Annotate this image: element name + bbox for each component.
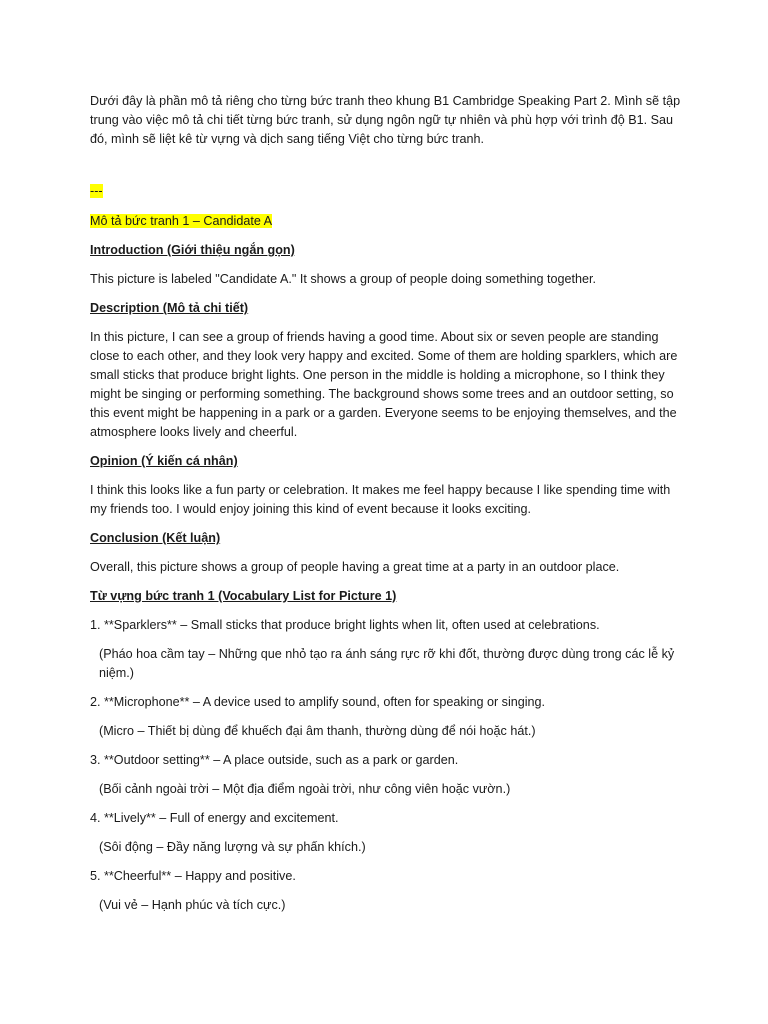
vocabulary-translation: (Bối cảnh ngoài trời – Một địa điểm ngoài trời, như công viên hoặc vườn.) (99, 782, 511, 796)
vocabulary-item: 1. **Sparklers** – Small sticks that produce bright lights when lit, often used at celebrations. (90, 618, 600, 632)
vocabulary-item: 5. **Cheerful** – Happy and positive. (90, 869, 296, 883)
vocabulary-translation: (Vui vẻ – Hạnh phúc và tích cực.) (99, 898, 286, 912)
conclusion-text: Overall, this picture shows a group of people having a great time at a party in an outdoor place. (90, 560, 620, 574)
vocabulary-translation: (Micro – Thiết bị dùng để khuếch đại âm thanh, thường dùng để nói hoặc hát.) (99, 724, 536, 738)
description-text: In this picture, I can see a group of friends having a good time. About six or seven people are standing close to each other, and they look very happy and excited. Some of them are holding sparklers, which are small sticks that produce bright lights. One person in the middle is holding a microphone, so I think they might be singing or performing something. The background shows some trees and an outdoor setting, so this event might be happening in a park or a garden. Everyone seems to be enjoying themselves, and the atmosphere looks lively and cheerful. (90, 330, 678, 439)
opinion-text: I think this looks like a fun party or celebration. It makes me feel happy because I like spending time with my friends too. I would enjoy joining this kind of event because it looks exciting. (90, 483, 671, 516)
vocabulary-item: 4. **Lively** – Full of energy and excitement. (90, 811, 339, 825)
opinion-heading: Opinion (Ý kiến cá nhân) (90, 454, 238, 468)
vocabulary-translation: (Pháo hoa cầm tay – Những que nhỏ tạo ra ánh sáng rực rỡ khi đốt, thường được dùng trong các lễ kỷ niệm.) (99, 647, 675, 680)
introduction-heading: Introduction (Giới thiệu ngắn gọn) (90, 243, 295, 257)
vocabulary-item: 2. **Microphone** – A device used to amplify sound, often for speaking or singing. (90, 695, 546, 709)
vocabulary-translation: (Sôi động – Đầy năng lượng và sự phấn khích.) (99, 840, 366, 854)
introduction-text: This picture is labeled "Candidate A." It shows a group of people doing something together. (90, 272, 597, 286)
separator-line (90, 182, 684, 201)
vocabulary-item: 3. **Outdoor setting** – A place outside, such as a park or garden. (90, 753, 459, 767)
conclusion-heading: Conclusion (Kết luận) (90, 531, 221, 545)
picture-title: Mô tả bức tranh 1 – Candidate A (90, 214, 273, 228)
vocabulary-heading: Từ vựng bức tranh 1 (Vocabulary List for Picture 1) (90, 589, 397, 603)
description-heading: Description (Mô tả chi tiết) (90, 301, 249, 315)
document-page (90, 92, 684, 925)
separator-text: --- (90, 184, 103, 198)
picture-title-line (90, 212, 684, 231)
vocabulary-list (90, 616, 684, 915)
intro-paragraph: Dưới đây là phần mô tả riêng cho từng bức tranh theo khung B1 Cambridge Speaking Part 2. Mình sẽ tập trung vào việc mô tả chi tiết từng bức tranh, sử dụng ngôn ngữ tự nhiên và phù hợp với trình độ B1. Sau đó, mình sẽ liệt kê từ vựng và dịch sang tiếng Việt cho từng bức tranh. (90, 94, 681, 146)
